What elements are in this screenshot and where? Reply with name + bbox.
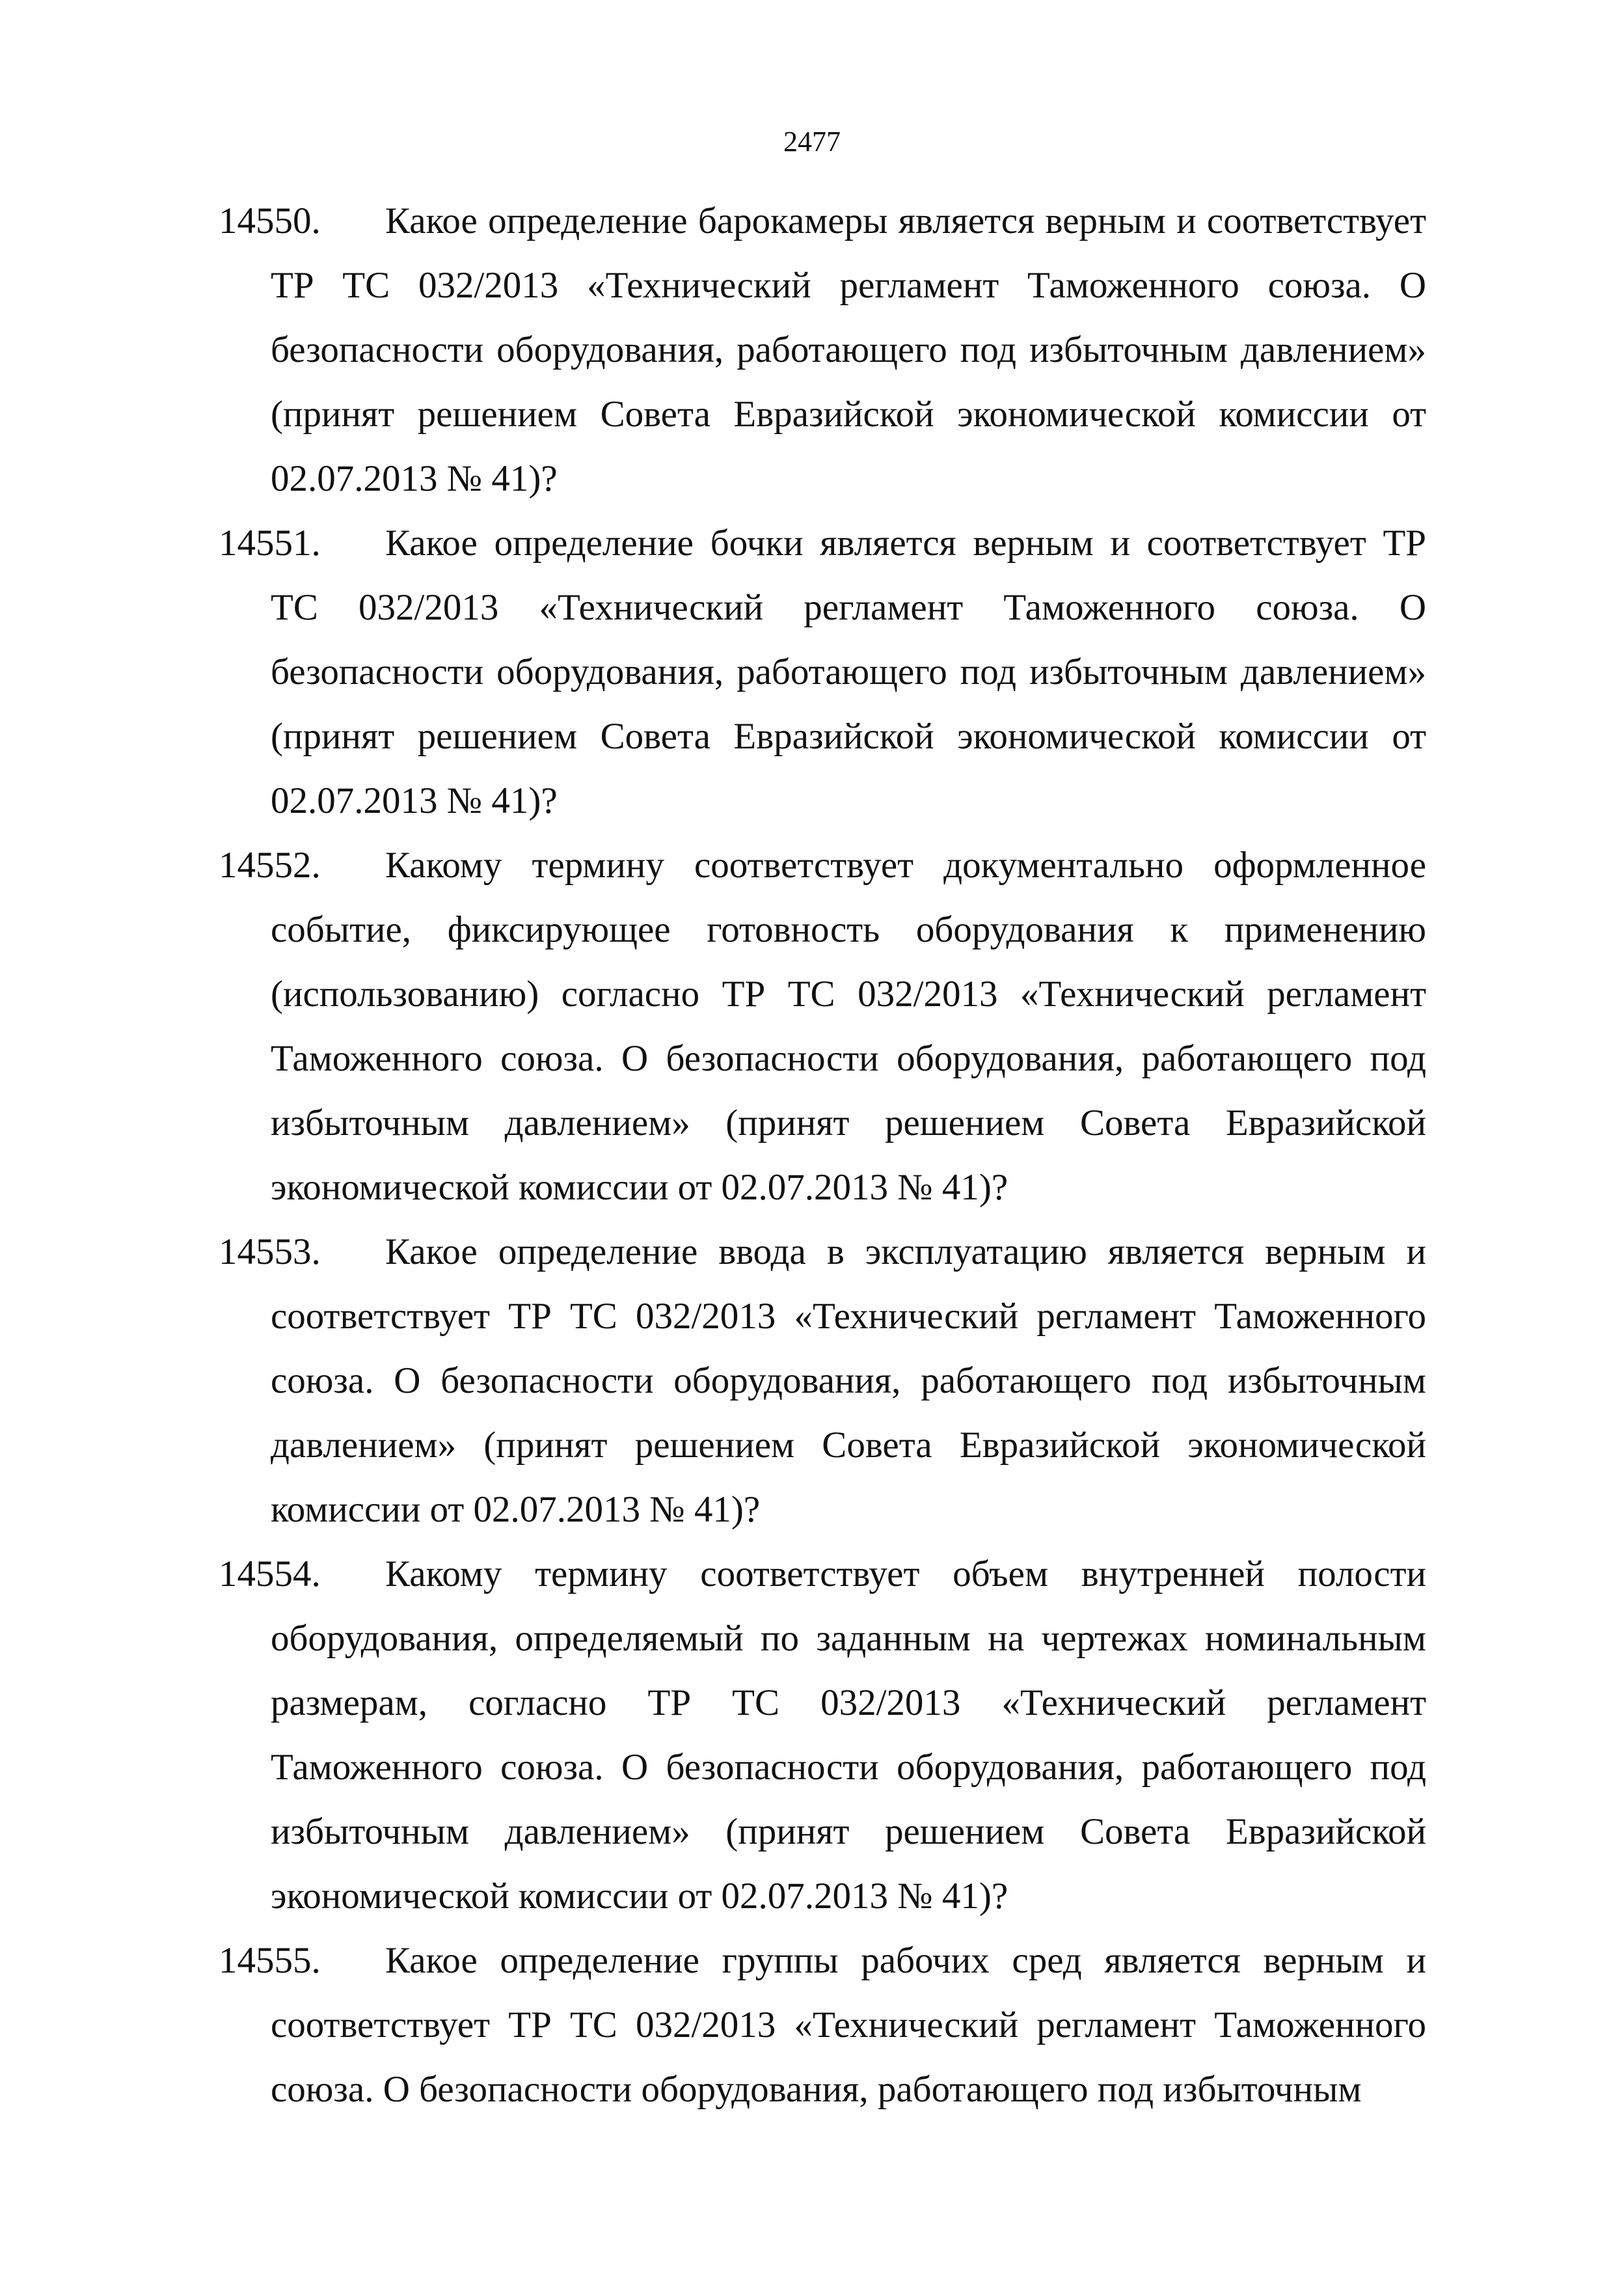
question-text: Какое определение бочки является верным и соответствует ТР ТС 032/2013 «Технический регламент Таможенного союза. О безопасности оборудования, работающего под избыточным давлением» (принят решением Совета Евразийской экономической комиссии от 02.07.2013 № 41)?: [271, 523, 1426, 821]
question-number: 14555.: [219, 1940, 321, 1981]
question-item: [219, 189, 1426, 511]
question-item: [219, 1220, 1426, 1542]
question-number: 14550.: [219, 200, 321, 241]
question-item: [219, 1928, 1426, 2122]
question-text: Какое определение барокамеры является верным и соответствует ТР ТС 032/2013 «Технический регламент Таможенного союза. О безопасности оборудования, работающего под избыточным давлением» (принят решением Совета Евразийской экономической комиссии от 02.07.2013 № 41)?: [271, 200, 1426, 499]
question-text: Какому термину соответствует объем внутренней полости оборудования, определяемый по заданным на чертежах номинальным размерам, согласно ТР ТС 032/2013 «Технический регламент Таможенного союза. О безопасности оборудования, работающего под избыточным давлением» (принят решением Совета Евразийской экономической комиссии от 02.07.2013 № 41)?: [271, 1553, 1426, 1917]
question-text: Какое определение группы рабочих сред является верным и соответствует ТР ТС 032/2013 «Технический регламент Таможенного союза. О безопасности оборудования, работающего под избыточным: [271, 1940, 1426, 2110]
question-text: Какое определение ввода в эксплуатацию является верным и соответствует ТР ТС 032/2013 «Технический регламент Таможенного союза. О безопасности оборудования, работающего под избыточным давлением» (принят решением Совета Евразийской экономической комиссии от 02.07.2013 № 41)?: [271, 1231, 1426, 1530]
question-item: [219, 1542, 1426, 1928]
question-list: [219, 189, 1426, 2122]
question-number: 14551.: [219, 523, 321, 564]
page-number: 2477: [783, 126, 841, 157]
question-item: [219, 511, 1426, 833]
question-number: 14554.: [219, 1553, 321, 1594]
question-item: [219, 833, 1426, 1220]
question-number: 14552.: [219, 845, 321, 886]
question-text: Какому термину соответствует документально оформленное событие, фиксирующее готовность оборудования к применению (использованию) согласно ТР ТС 032/2013 «Технический регламент Таможенного союза. О безопасности оборудования, работающего под избыточным давлением» (принят решением Совета Евразийской экономической комиссии от 02.07.2013 № 41)?: [271, 845, 1426, 1208]
question-number: 14553.: [219, 1231, 321, 1272]
